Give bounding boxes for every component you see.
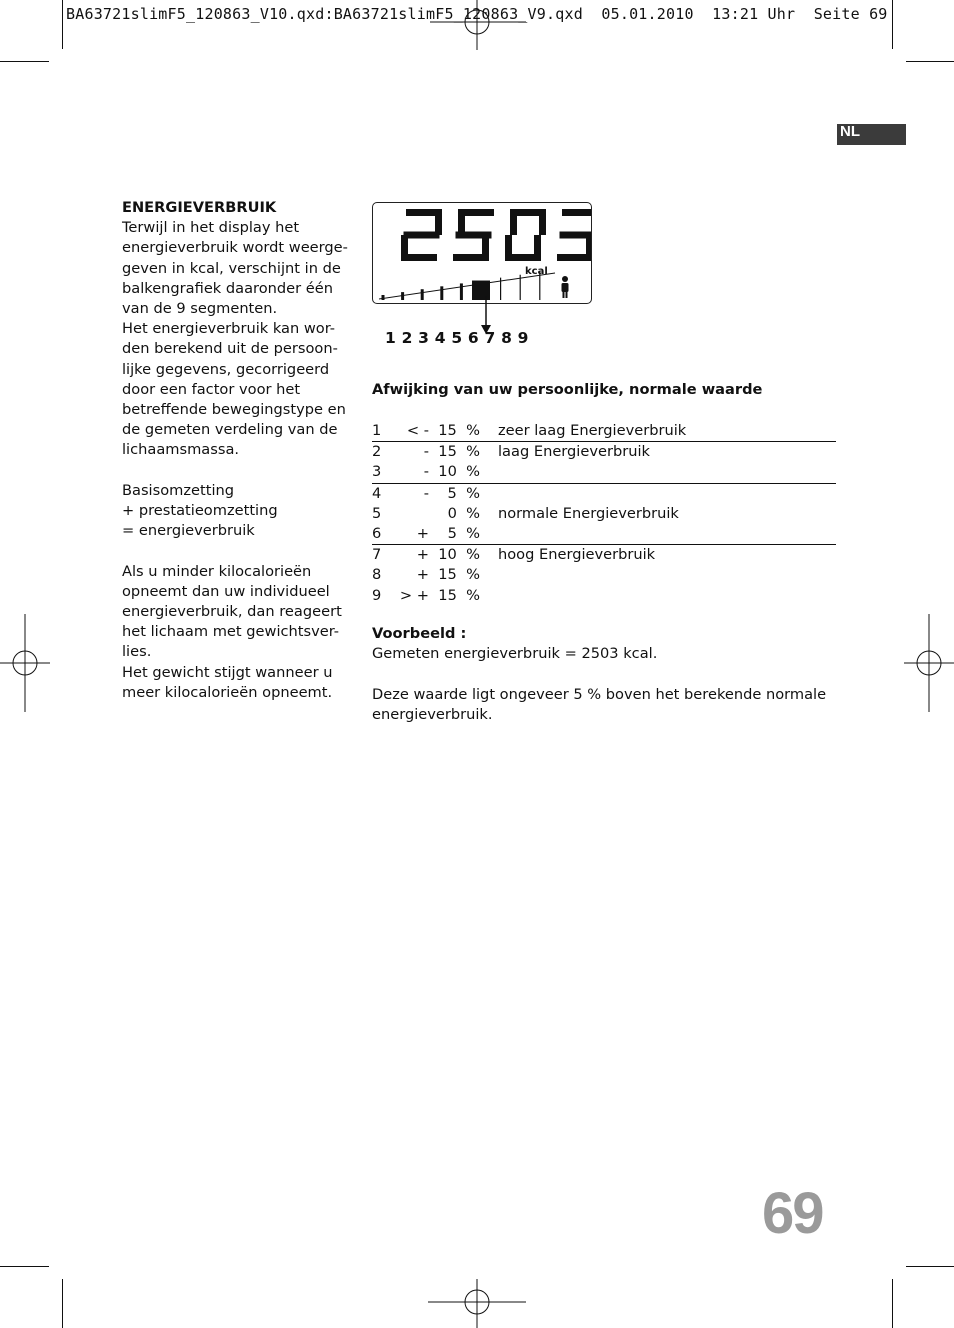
- lcd-digit: [557, 209, 591, 261]
- deviation-index: 3: [372, 463, 382, 481]
- person-icon: [562, 276, 569, 298]
- deviation-index: 4: [372, 484, 382, 502]
- lcd-digit-segment: [435, 209, 442, 235]
- deviation-value: + 15 %: [416, 566, 480, 584]
- crop-mark-bottom-left-v: [62, 1279, 63, 1328]
- deviation-value: - 10 %: [423, 463, 480, 481]
- body-line: opneemt dan uw individueel: [122, 582, 330, 600]
- deviation-row: [372, 504, 836, 524]
- crop-mark-top-right-v: [892, 0, 893, 49]
- deviation-row: [372, 421, 836, 442]
- language-tab: [837, 124, 906, 145]
- body-line: balkengrafiek daaronder één: [122, 279, 333, 297]
- example-section: [372, 624, 842, 725]
- lcd-digit: [401, 209, 442, 261]
- lcd-digit-segment: [539, 209, 546, 235]
- print-header: BA63721slimF5_120863_V10.qxd:BA63721slimF5_120863_V9.qxd 05.01.2010 13:21 Uhr Seite 69: [66, 5, 888, 23]
- section-heading: ENERGIEVERBRUIK: [122, 199, 277, 216]
- deviation-description: laag Energieverbruik: [498, 443, 650, 461]
- registration-mark-bottom-icon: [428, 1279, 526, 1328]
- body-line: Het gewicht stijgt wanneer u: [122, 663, 333, 681]
- crop-mark-top-left-v: [62, 0, 63, 49]
- deviation-value: - 5 %: [423, 484, 480, 502]
- body-line: van de 9 segmenten.: [122, 300, 278, 318]
- body-line: Terwijl in het display het: [122, 219, 300, 237]
- crop-mark-bottom-right-h: [906, 1266, 954, 1267]
- language-tab-label: NL: [840, 123, 860, 140]
- body-line: + prestatieomzetting: [122, 502, 278, 520]
- crop-mark-bottom-right-v: [892, 1279, 893, 1328]
- example-conclusion-line2: energieverbruik.: [372, 705, 493, 723]
- deviation-index: 2: [372, 443, 382, 461]
- segment-number-labels: 1 2 3 4 5 6 7 8 9: [385, 329, 529, 347]
- lcd-digit: [453, 209, 494, 261]
- example-label: Voorbeeld :: [372, 625, 467, 642]
- body-line: betreffende bewegingstype en: [122, 401, 346, 419]
- deviation-index: 7: [372, 546, 382, 564]
- energy-consumption-section: [122, 198, 352, 703]
- deviation-row: [372, 545, 836, 565]
- lcd-digit-segment: [586, 235, 591, 261]
- lcd-segments: [383, 272, 540, 300]
- lcd-digit-segment: [534, 235, 541, 261]
- body-line: het lichaam met gewichtsver-: [122, 623, 340, 641]
- body-line: den berekend uit de persoon-: [122, 340, 338, 358]
- deviation-index: 5: [372, 504, 382, 522]
- deviation-value: + 5 %: [416, 524, 480, 542]
- page-number: 69: [762, 1181, 823, 1246]
- deviation-row: [372, 524, 836, 545]
- body-line: door een factor voor het: [122, 380, 301, 398]
- deviation-value: < - 15 %: [406, 422, 480, 439]
- lcd-digit-segment: [557, 254, 591, 261]
- body-line: Als u minder kilocalorieën: [122, 562, 312, 580]
- deviation-row: [372, 462, 836, 483]
- lcd-display-graphic: [373, 203, 591, 303]
- deviation-index: 6: [372, 524, 382, 542]
- body-line: lichaamsmassa.: [122, 441, 240, 459]
- paragraph-gap: [122, 461, 352, 481]
- lcd-digit-segment: [401, 235, 408, 261]
- body-line: lijke gegevens, gecorrigeerd: [122, 360, 330, 378]
- registration-mark-right-icon: [904, 614, 954, 712]
- lcd-digit-segment: [482, 235, 489, 261]
- deviation-value: 0 %: [447, 504, 480, 522]
- lcd-bar-baseline: [379, 273, 555, 299]
- example-conclusion-line1: Deze waarde ligt ongeveer 5 % boven het berekende normale: [372, 685, 827, 703]
- deviation-row: [372, 586, 836, 606]
- lcd-digit-segment: [505, 235, 512, 261]
- deviation-value: + 10 %: [416, 546, 480, 564]
- body-line: energieverbruik wordt weerge-: [122, 239, 348, 257]
- body-line: geven in kcal, verschijnt in de: [122, 259, 341, 277]
- deviation-value: - 15 %: [423, 443, 480, 461]
- body-line: meer kilocalorieën opneemt.: [122, 683, 333, 701]
- deviation-index: 9: [372, 586, 382, 604]
- deviation-row: [372, 484, 836, 504]
- lcd-unit: kcal: [525, 266, 548, 277]
- body-line: lies.: [122, 643, 152, 661]
- deviation-index: 1: [372, 422, 382, 439]
- lcd-digit-segment: [458, 209, 465, 235]
- example-measured: Gemeten energieverbruik = 2503 kcal.: [372, 645, 658, 663]
- deviation-description: hoog Energieverbruik: [498, 546, 656, 564]
- deviation-description: normale Energieverbruik: [498, 504, 679, 522]
- deviation-description: zeer laag Energieverbruik: [498, 422, 687, 439]
- deviation-index: 8: [372, 566, 382, 584]
- body-line: de gemeten verdeling van de: [122, 421, 338, 439]
- lcd-digit-segment: [404, 232, 440, 239]
- deviation-table: [372, 421, 836, 606]
- section-body: [122, 218, 352, 703]
- body-line: = energieverbruik: [122, 522, 255, 540]
- crop-mark-top-left-h: [0, 61, 49, 62]
- crop-mark-bottom-left-h: [0, 1266, 49, 1267]
- body-line: Basisomzetting: [122, 481, 235, 499]
- crop-mark-top-right-h: [906, 61, 954, 62]
- deviation-row: [372, 442, 836, 462]
- paragraph-gap: [122, 541, 352, 561]
- lcd-digit: [505, 209, 546, 261]
- deviation-row: [372, 565, 836, 585]
- lcd-display: [372, 202, 592, 304]
- registration-mark-top-icon: [430, 0, 526, 50]
- lcd-digit-segment: [510, 209, 517, 235]
- deviation-value: > + 15 %: [399, 586, 480, 604]
- lcd-digit-segment: [562, 209, 591, 216]
- lcd-digits: [401, 209, 591, 261]
- body-line: Het energieverbruik kan wor-: [122, 320, 336, 338]
- deviation-heading: Afwijking van uw persoonlijke, normale waarde: [372, 381, 763, 398]
- body-line: energieverbruik, dan reageert: [122, 603, 342, 621]
- registration-mark-left-icon: [0, 614, 50, 712]
